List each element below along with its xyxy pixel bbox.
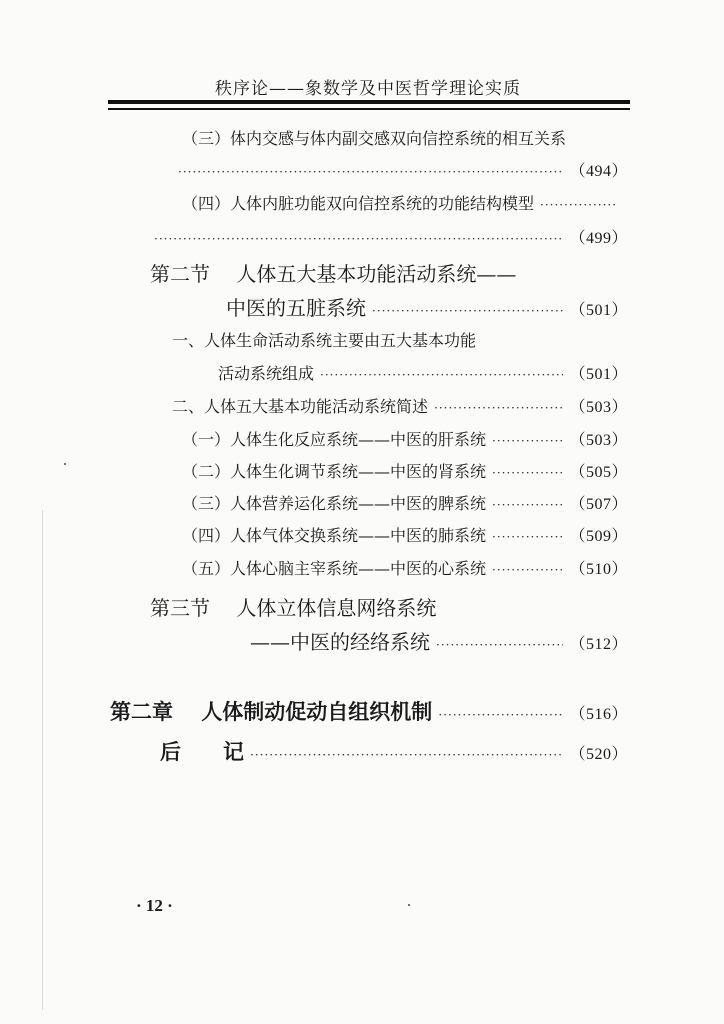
- running-header: 秩序论——象数学及中医哲学理论实质: [215, 79, 521, 99]
- toc-page-number: （503）: [569, 399, 628, 416]
- toc-page-number: （499）: [569, 230, 628, 247]
- toc-entry-title: （三）体内交感与体内副交感双向信控系统的相互关系: [182, 129, 567, 148]
- toc-entry-title: （四）人体气体交换系统——中医的肺系统: [182, 526, 487, 545]
- scan-speck: [408, 904, 410, 906]
- toc-entry-title: 活动系统组成: [218, 364, 315, 383]
- toc-entry: [218, 361, 628, 384]
- toc-leader: [492, 434, 563, 448]
- toc-entry: [172, 158, 628, 181]
- toc-leader: [250, 748, 563, 762]
- toc-entry: [182, 556, 628, 579]
- toc-page-number: （505）: [569, 464, 628, 481]
- toc-entry: [172, 394, 628, 417]
- toc-entry-title: 第二节 人体五大基本功能活动系统——: [150, 262, 517, 286]
- toc-leader: [438, 708, 563, 722]
- toc-entry: [182, 126, 622, 149]
- toc-page-number: （509）: [569, 528, 628, 545]
- toc-leader: [540, 198, 616, 212]
- toc-page-number: （512）: [569, 636, 628, 653]
- toc-leader: [154, 232, 563, 246]
- toc-entry: [182, 427, 628, 450]
- toc-leader: [434, 401, 563, 415]
- toc-entry-title: 中医的五脏系统: [226, 296, 366, 320]
- toc-section-heading: [250, 626, 628, 655]
- toc-entry-title: （一）人体生化反应系统——中医的肝系统: [182, 430, 487, 449]
- toc-page-number: （520）: [569, 746, 628, 763]
- toc-entry-title: 二、人体五大基本功能活动系统简述: [172, 397, 429, 416]
- toc-page-number: （516）: [569, 706, 628, 723]
- header-rule-thick: [108, 100, 630, 104]
- toc-entry: [182, 191, 622, 214]
- toc-entry: [172, 328, 622, 351]
- toc-entry: [182, 491, 628, 514]
- toc-page-number: （510）: [569, 561, 628, 578]
- toc-section-heading: [226, 292, 628, 321]
- toc-leader: [492, 498, 563, 512]
- toc-leader: [492, 563, 563, 577]
- toc-page-number: （501）: [569, 366, 628, 383]
- toc-page-number: （501）: [569, 302, 628, 319]
- toc-entry-title: （五）人体心脑主宰系统——中医的心系统: [182, 559, 487, 578]
- scan-margin-line: [42, 510, 43, 1010]
- toc-entry-title: 一、人体生命活动系统主要由五大基本功能: [172, 331, 477, 350]
- toc-leader: [320, 368, 563, 382]
- toc-section-heading: [150, 592, 620, 621]
- page-number-footer: · 12 ·: [136, 896, 173, 915]
- toc-entry-title: （四）人体内脏功能双向信控系统的功能结构模型: [182, 194, 535, 213]
- toc-entry-title: 第二章 人体制动促动自组织机制: [110, 699, 433, 724]
- toc-entry-title: （三）人体营养运化系统——中医的脾系统: [182, 494, 487, 513]
- toc-page-number: （507）: [569, 496, 628, 513]
- toc-leader: [492, 530, 563, 544]
- toc-leader: [178, 165, 563, 179]
- toc-page-number: （503）: [569, 432, 628, 449]
- toc-chapter-heading: [110, 696, 628, 726]
- toc-entry-title: 后 记: [160, 739, 244, 764]
- toc-entry: [182, 459, 628, 482]
- toc-entry: [182, 523, 628, 546]
- toc-entry: [148, 225, 628, 248]
- toc-chapter-heading: [160, 736, 628, 766]
- toc-page-number: （494）: [569, 163, 628, 180]
- toc-leader: [492, 466, 563, 480]
- scan-speck: [64, 463, 66, 465]
- toc-entry-title: 第三节 人体立体信息网络系统: [150, 596, 437, 620]
- header-rule-thin: [108, 108, 630, 110]
- toc-leader: [372, 304, 563, 318]
- toc-section-heading: [150, 258, 620, 287]
- toc-leader: [436, 638, 563, 652]
- toc-entry-title: ——中医的经络系统: [250, 630, 430, 654]
- toc-entry-title: （二）人体生化调节系统——中医的肾系统: [182, 462, 487, 481]
